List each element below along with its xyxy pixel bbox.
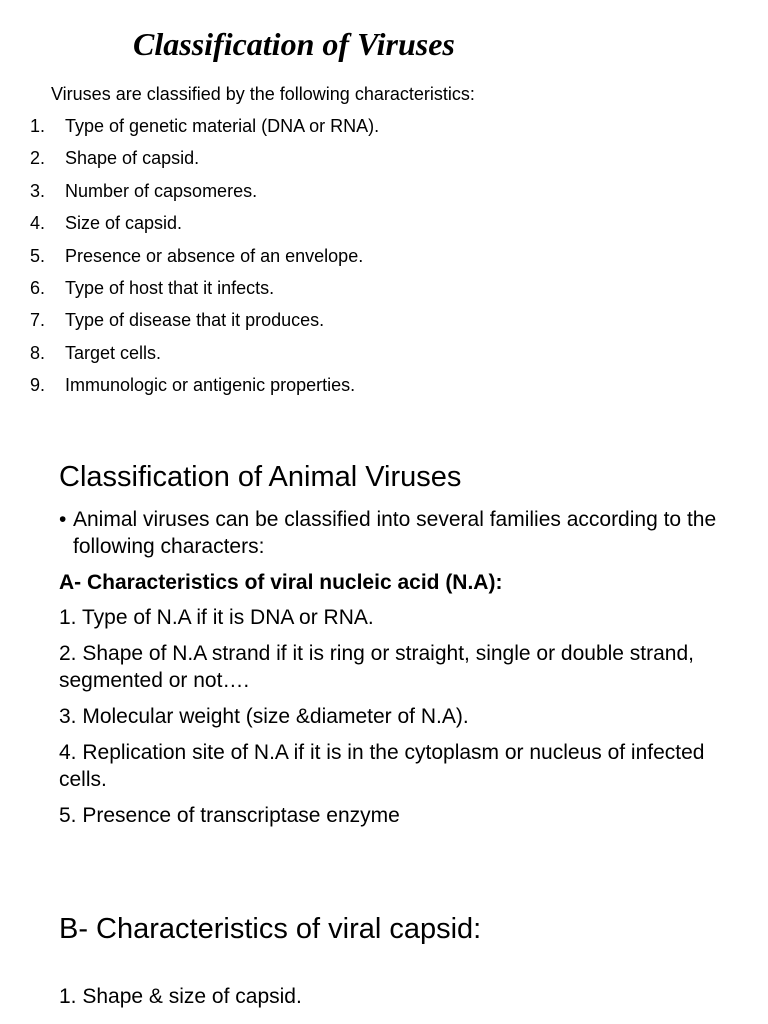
list-item: 3. Molecular weight (size &diameter of N.A).	[59, 705, 469, 728]
list-item-number: 6.	[30, 277, 46, 298]
page-title: Classification of Viruses	[133, 26, 455, 62]
list-item-text: Size of capsid.	[65, 213, 183, 234]
list-item-text: Shape of capsid.	[65, 148, 200, 169]
intro-text: Viruses are classified by the following characteristics:	[51, 84, 475, 104]
capsid-heading: B- Characteristics of viral capsid:	[59, 913, 482, 945]
list-item-number: 5.	[30, 245, 46, 266]
list-item	[0, 242, 768, 274]
nucleic-acid-list	[59, 604, 739, 838]
list-item-number: 7.	[30, 310, 46, 331]
list-item-text: Type of host that it infects.	[65, 277, 275, 298]
animal-viruses-bullet	[59, 506, 739, 560]
list-item-number: 3.	[30, 180, 46, 201]
list-item: 2. Shape of N.A strand if it is ring or straight, single or double strand, segmented or not….	[59, 642, 695, 692]
characteristics-list	[0, 112, 768, 404]
list-item	[0, 177, 768, 209]
list-item-number: 9.	[30, 375, 46, 396]
list-item	[0, 371, 768, 403]
list-item: 4. Replication site of N.A if it is in the cytoplasm or nucleus of infected cells.	[59, 741, 705, 791]
list-item	[0, 306, 768, 338]
list-item	[0, 274, 768, 306]
list-item-text: Type of disease that it produces.	[65, 310, 325, 331]
list-item	[0, 144, 768, 176]
capsid-list	[59, 983, 739, 1019]
list-item-number: 1.	[30, 116, 46, 136]
list-item-number: 2.	[30, 148, 46, 169]
list-item-text: Immunologic or antigenic properties.	[65, 375, 356, 396]
list-item	[0, 209, 768, 241]
bullet-text: Animal viruses can be classified into several families according to the following characters:	[73, 508, 717, 558]
nucleic-acid-subheading: A- Characteristics of viral nucleic acid (N.A):	[59, 571, 503, 594]
list-item	[0, 112, 768, 144]
list-item-number: 8.	[30, 342, 46, 363]
animal-viruses-heading: Classification of Animal Viruses	[59, 461, 462, 493]
list-item-text: Type of genetic material (DNA or RNA).	[65, 116, 380, 136]
list-item-text: Presence or absence of an envelope.	[65, 245, 364, 266]
bullet-icon: •	[59, 508, 67, 531]
list-item-text: Number of capsomeres.	[65, 180, 258, 201]
list-item	[0, 339, 768, 371]
list-item: 1. Shape & size of capsid.	[59, 985, 302, 1008]
list-item: 1. Type of N.A if it is DNA or RNA.	[59, 606, 374, 629]
list-item-number: 4.	[30, 213, 46, 234]
list-item-text: Target cells.	[65, 342, 162, 363]
list-item: 5. Presence of transcriptase enzyme	[59, 804, 400, 827]
